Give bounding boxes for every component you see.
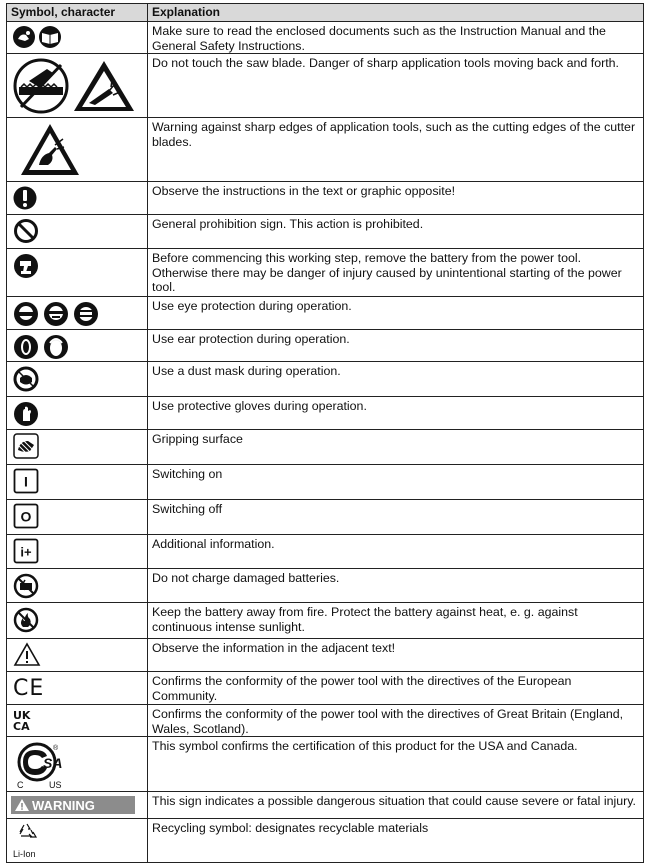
- read-manual-icon: [13, 25, 63, 49]
- csa-registered-text: ®: [53, 745, 59, 752]
- explanation-cell: Switching off: [148, 500, 644, 535]
- table-row: [7, 569, 644, 603]
- ukca-mark-icon: [13, 710, 30, 732]
- explanation-cell: Switching on: [148, 465, 644, 500]
- explanation-cell: Use ear protection during operation.: [148, 330, 644, 362]
- warning-mini-triangle-icon: [15, 799, 29, 811]
- switch-off-icon: [13, 503, 39, 529]
- table-row: [7, 22, 644, 54]
- explanation-cell: Use eye protection during operation.: [148, 297, 644, 330]
- explanation-cell: Confirms the conformity of the power tool with the directives of Great Britain (England, Wales, Scotland).: [148, 705, 644, 737]
- exclamation-icon: [13, 185, 37, 211]
- explanation-cell: Use a dust mask during operation.: [148, 362, 644, 397]
- info-label: i+: [20, 544, 32, 560]
- symbol-cell: [7, 639, 148, 672]
- ce-mark-icon: CE: [13, 676, 45, 701]
- eye-protection-icon: [13, 300, 101, 328]
- csa-mark-icon: [13, 740, 73, 790]
- symbol-cell: [7, 465, 148, 500]
- symbol-cell: [7, 535, 148, 569]
- table-header: [7, 4, 644, 22]
- sharp-edges-warning-icon: [19, 121, 81, 179]
- symbol-cell: [7, 819, 148, 863]
- ear-protection-icon: [13, 333, 71, 361]
- table-row: [7, 792, 644, 819]
- explanation-cell: General prohibition sign. This action is prohibited.: [148, 215, 644, 249]
- explanation-cell: Do not charge damaged batteries.: [148, 569, 644, 603]
- table-row: [7, 705, 644, 737]
- warning-triangle-icon: [13, 642, 41, 668]
- ukca-ca-text: CA: [13, 720, 30, 733]
- switch-on-icon: [13, 468, 39, 494]
- no-charge-damaged-battery-icon: [13, 572, 39, 600]
- table-row: [7, 430, 644, 465]
- table-row: [7, 500, 644, 535]
- info-icon: [13, 538, 39, 564]
- symbol-cell: [7, 22, 148, 54]
- recycling-icon: [13, 822, 41, 862]
- csa-c-text: C: [17, 780, 24, 790]
- symbol-cell: [7, 54, 148, 118]
- table-row: [7, 639, 644, 672]
- symbol-cell: [7, 792, 148, 819]
- dust-mask-icon: [13, 365, 39, 393]
- explanation-cell: This symbol confirms the certification of this product for the USA and Canada.: [148, 737, 644, 792]
- symbol-cell: [7, 215, 148, 249]
- explanation-cell: This sign indicates a possible dangerous situation that could cause severe or fatal injury.: [148, 792, 644, 819]
- explanation-cell: Confirms the conformity of the power tool with the directives of the European Community.: [148, 672, 644, 705]
- symbol-cell: [7, 672, 148, 705]
- header-explanation: Explanation: [148, 4, 644, 22]
- explanation-cell: Do not touch the saw blade. Danger of sharp application tools moving back and forth.: [148, 54, 644, 118]
- symbol-cell: [7, 603, 148, 639]
- saw-blade-warning-icon: [13, 57, 139, 115]
- table-row: [7, 737, 644, 792]
- symbol-cell: [7, 569, 148, 603]
- table-row: [7, 249, 644, 297]
- switch-on-label: I: [24, 473, 28, 490]
- explanation-cell: Observe the information in the adjacent text!: [148, 639, 644, 672]
- gripping-surface-icon: [13, 433, 39, 459]
- table-row: [7, 465, 644, 500]
- explanation-cell: Warning against sharp edges of application tools, such as the cutting edges of the cutter blades.: [148, 118, 644, 182]
- explanation-cell: Gripping surface: [148, 430, 644, 465]
- explanation-cell: Use protective gloves during operation.: [148, 397, 644, 430]
- symbol-table: [6, 3, 644, 863]
- svg-text:SA: SA: [43, 755, 63, 771]
- symbol-cell: [7, 500, 148, 535]
- symbol-cell: [7, 330, 148, 362]
- table-row: [7, 535, 644, 569]
- warning-label: WARNING: [32, 797, 95, 813]
- symbol-cell: [7, 397, 148, 430]
- prohibition-icon: [13, 218, 39, 244]
- table-row: [7, 603, 644, 639]
- symbol-cell: [7, 297, 148, 330]
- table-row: [7, 362, 644, 397]
- remove-battery-icon: [13, 252, 39, 280]
- explanation-cell: Before commencing this working step, remove the battery from the power tool. Otherwise there may be danger of injury caused by unintentional starting of the power tool.: [148, 249, 644, 297]
- explanation-cell: Observe the instructions in the text or graphic opposite!: [148, 182, 644, 215]
- table-row: [7, 182, 644, 215]
- battery-fire-icon: [13, 606, 39, 634]
- table-row: [7, 118, 644, 182]
- warning-sign-icon: [11, 796, 135, 814]
- table-row: [7, 297, 644, 330]
- li-ion-text: Li-Ion: [13, 849, 36, 859]
- explanation-cell: Keep the battery away from fire. Protect the battery against heat, e. g. against continuous intense sunlight.: [148, 603, 644, 639]
- symbol-cell: [7, 362, 148, 397]
- explanation-cell: Recycling symbol: designates recyclable materials: [148, 819, 644, 863]
- explanation-cell: Additional information.: [148, 535, 644, 569]
- table-row: [7, 397, 644, 430]
- symbol-cell: [7, 118, 148, 182]
- symbol-cell: [7, 182, 148, 215]
- header-symbol: Symbol, character: [7, 4, 148, 22]
- ukca-uk-text: UK: [13, 709, 31, 722]
- symbol-cell: [7, 249, 148, 297]
- explanation-cell: Make sure to read the enclosed documents such as the Instruction Manual and the General Safety Instructions.: [148, 22, 644, 54]
- symbol-cell: [7, 430, 148, 465]
- switch-off-label: O: [20, 508, 32, 525]
- table-row: [7, 54, 644, 118]
- symbol-cell: [7, 737, 148, 792]
- table-row: [7, 672, 644, 705]
- symbol-cell: [7, 705, 148, 737]
- table-row: [7, 819, 644, 863]
- table-row: [7, 330, 644, 362]
- csa-us-text: US: [49, 780, 62, 790]
- gloves-icon: [13, 400, 39, 428]
- table-row: [7, 215, 644, 249]
